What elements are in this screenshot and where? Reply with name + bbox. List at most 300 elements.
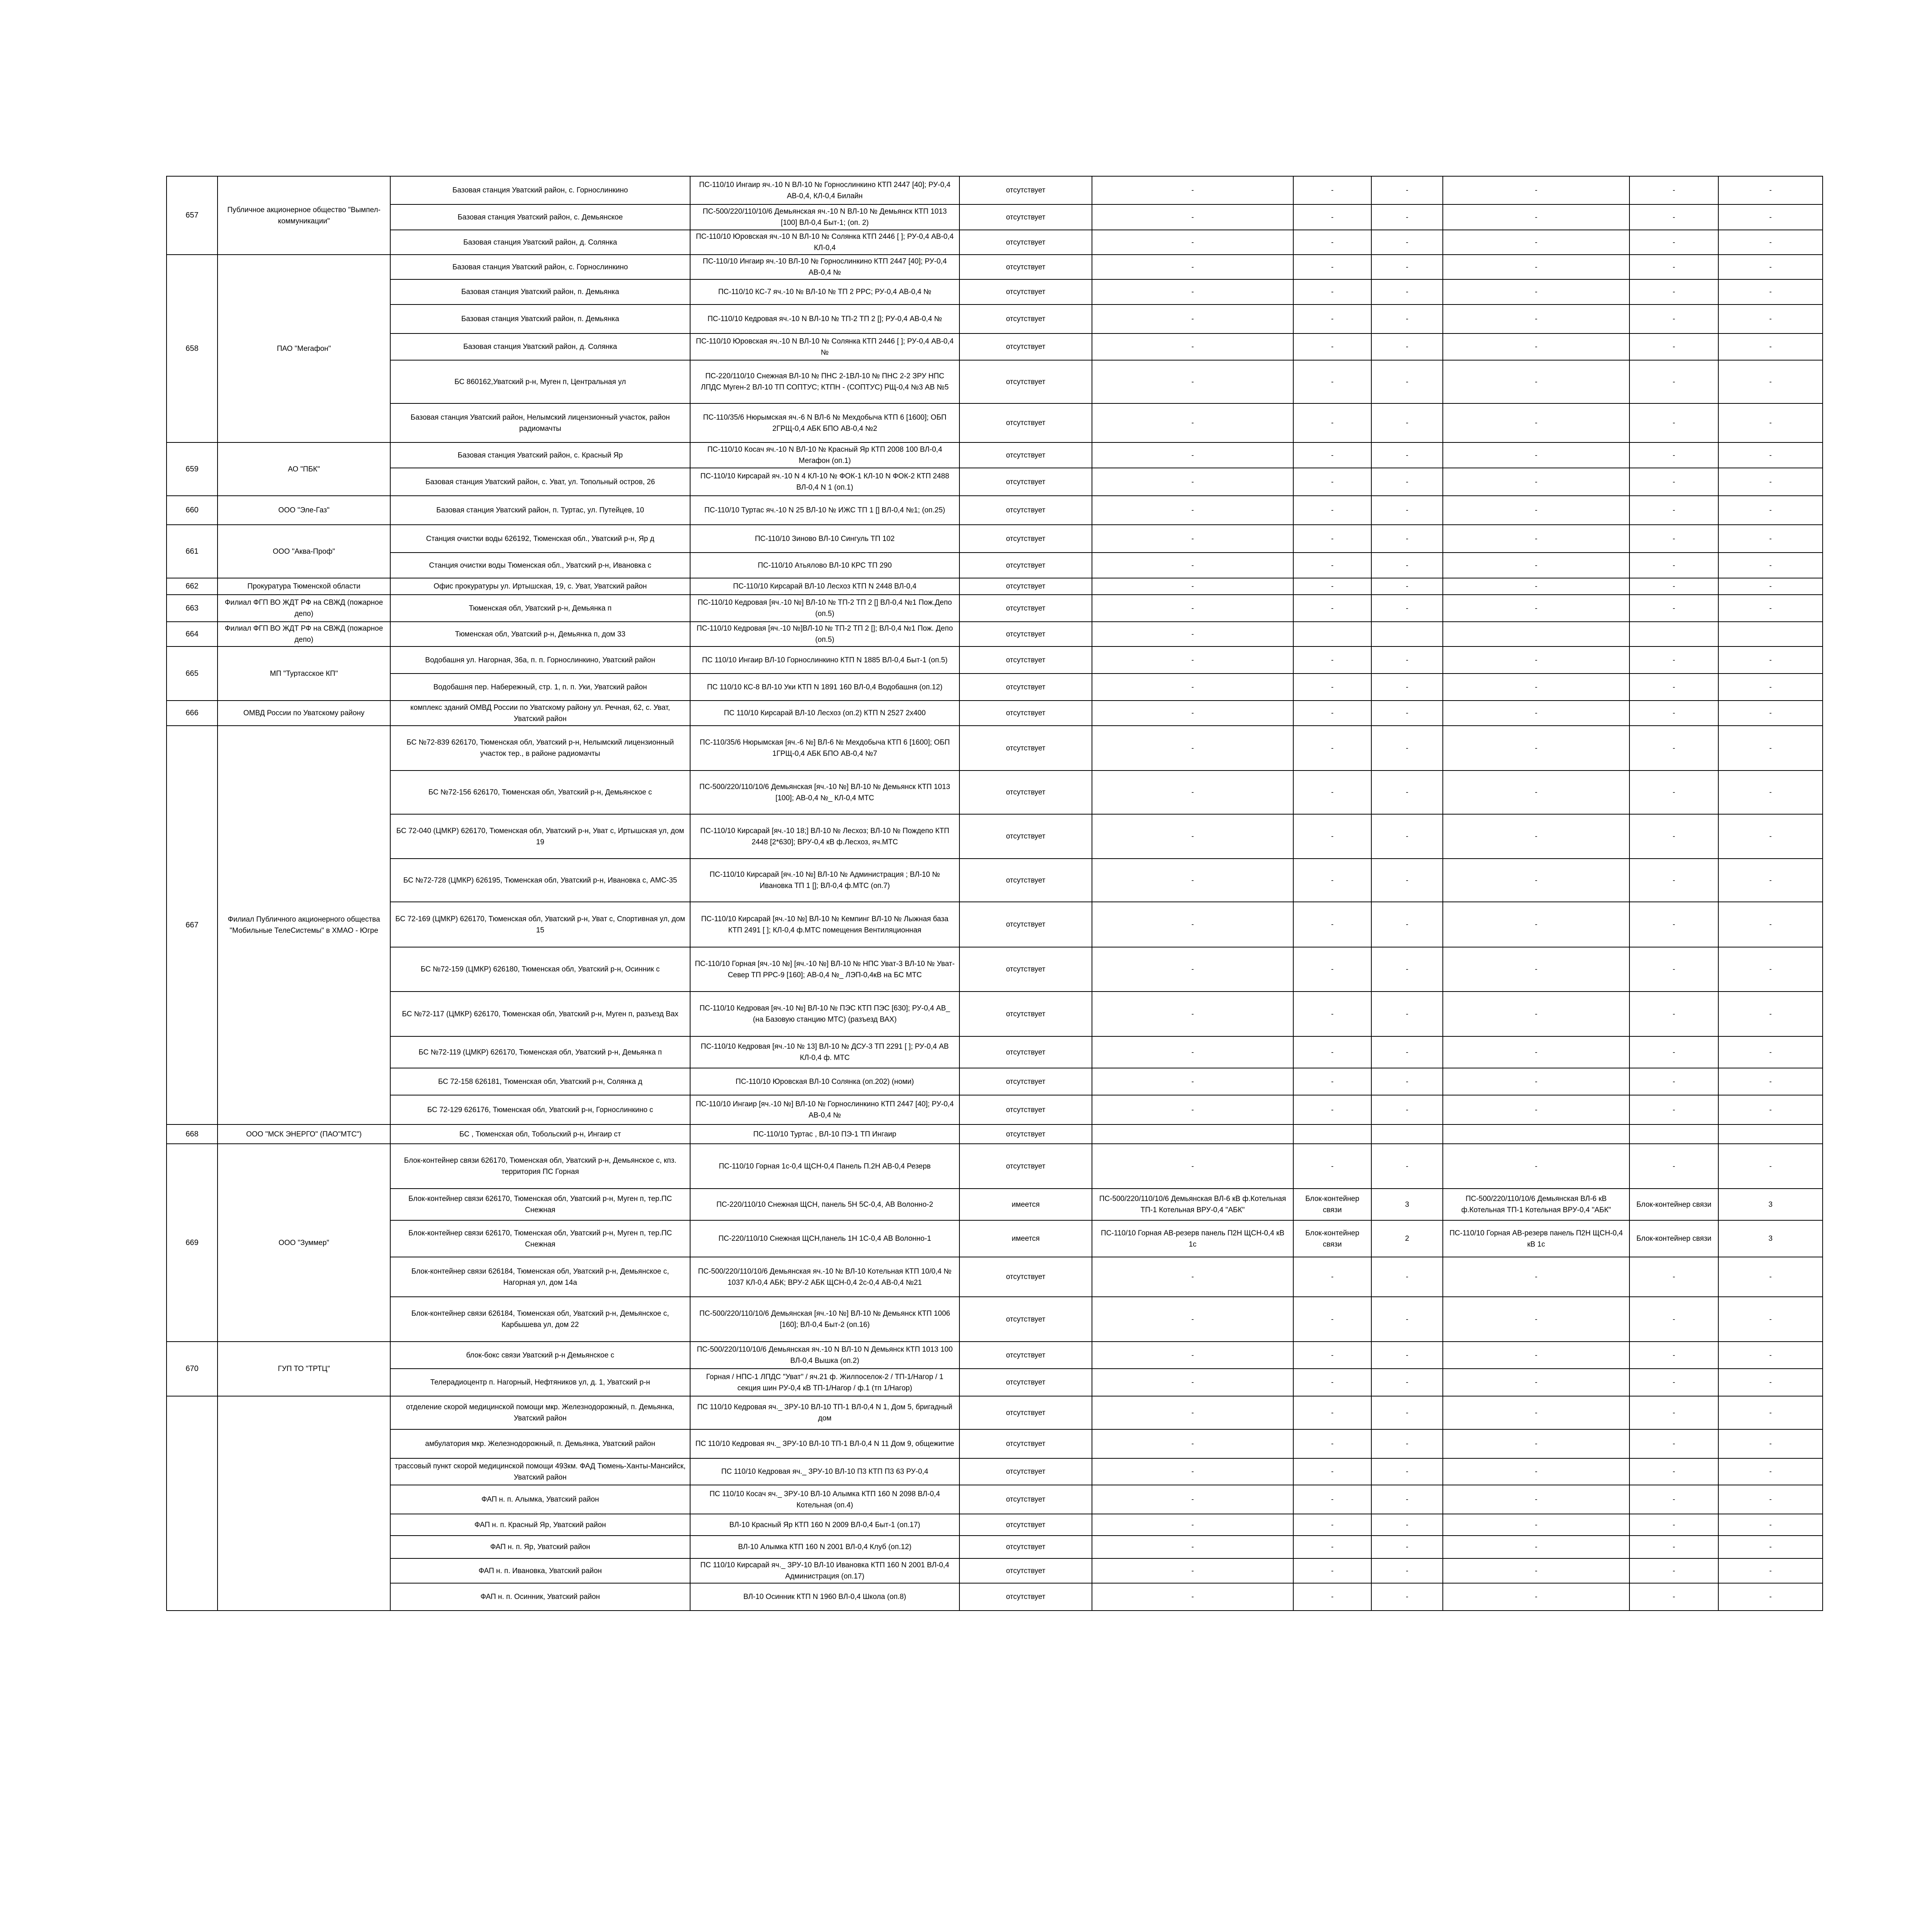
value-cell: - [1629,771,1718,814]
object-name: БС 72-040 (ЦМКР) 626170, Тюменская обл, Уватский р-н, Уват с, Иртышская ул, дом 19 [390,814,690,859]
value-cell: - [1293,674,1371,701]
value-cell: - [1629,442,1718,468]
value-cell: - [1092,1536,1293,1558]
value-cell: - [1629,468,1718,496]
value-cell: - [1443,1458,1629,1485]
table-row [167,902,1823,947]
object-name: Базовая станция Уватский район, п. Демьянка [390,304,690,333]
value-cell: - [1371,771,1443,814]
connection-point: ПС-110/10 Юровская ВЛ-10 Солянка (оп.202) (номи) [690,1068,959,1095]
connection-point: ПС-220/110/10 Снежная ВЛ-10 № ПНС 2-1ВЛ-10 № ПНС 2-2 ЗРУ НПС ЛПДС Муген-2 ВЛ-10 ТП СОПТУС; КТПН - (СОПТУС) РЩ-0,4 №3 АВ №5 [690,360,959,403]
value-cell: - [1629,553,1718,578]
connection-point: ПС-500/220/110/10/6 Демьянская яч.-10 N ВЛ-10 № Демьянск КТП 1013 [100] ВЛ-0,4 Быт-1; (оп. 2) [690,204,959,230]
organization-name: МП "Туртасское КП" [218,646,390,701]
value-cell: - [1443,204,1629,230]
value-cell: - [1092,468,1293,496]
value-cell: - [1371,1536,1443,1558]
value-cell: - [1092,622,1293,646]
value-cell: - [1092,578,1293,595]
value-cell: Блок-контейнер связи [1293,1189,1371,1220]
value-cell: - [1371,333,1443,360]
connection-point: ПС-110/10 Кедровая [яч.-10 №]ВЛ-10 № ТП-2 ТП 2 []; ВЛ-0,4 №1 Пож. Депо (оп.5) [690,622,959,646]
value-cell: - [1443,1297,1629,1342]
value-cell: - [1371,360,1443,403]
value-cell: - [1718,304,1823,333]
object-name: БС 72-169 (ЦМКР) 626170, Тюменская обл, Уватский р-н, Уват с, Спортивная ул, дом 15 [390,902,690,947]
value-cell: - [1371,726,1443,771]
value-cell: - [1443,333,1629,360]
value-cell: - [1371,1144,1443,1189]
value-cell: - [1443,1429,1629,1458]
table-row [167,1369,1823,1396]
value-cell: - [1718,595,1823,622]
value-cell [1629,622,1718,646]
availability-status: отсутствует [959,496,1092,525]
value-cell: - [1718,947,1823,992]
value-cell: - [1718,333,1823,360]
value-cell: - [1293,1583,1371,1611]
value-cell: - [1092,204,1293,230]
value-cell: - [1371,1257,1443,1297]
value-cell: - [1371,1485,1443,1514]
table-row [167,646,1823,674]
value-cell: - [1629,1068,1718,1095]
value-cell: - [1092,1095,1293,1124]
value-cell: - [1371,553,1443,578]
object-name: комплекс зданий ОМВД России по Уватскому району ул. Речная, 62, с. Уват, Уватский район [390,701,690,726]
table-row [167,553,1823,578]
value-cell [1718,622,1823,646]
value-cell: - [1718,1257,1823,1297]
value-cell: - [1629,578,1718,595]
value-cell: - [1629,255,1718,279]
object-name: Базовая станция Уватский район, Нелымский лицензионный участок, район радиомачты [390,403,690,442]
value-cell: - [1293,230,1371,255]
organization-name: ОМВД России по Уватскому району [218,701,390,726]
value-cell: - [1092,553,1293,578]
value-cell: - [1293,1536,1371,1558]
value-cell: - [1092,674,1293,701]
availability-status: отсутствует [959,230,1092,255]
object-name: Блок-контейнер связи 626184, Тюменская обл, Уватский р-н, Демьянское с, Нагорная ул, дом 14а [390,1257,690,1297]
object-name: Станция очистки воды 626192, Тюменская обл., Уватский р-н, Яр д [390,525,690,553]
value-cell: - [1629,992,1718,1036]
value-cell: - [1443,553,1629,578]
object-name: Тюменская обл, Уватский р-н, Демьянка п [390,595,690,622]
value-cell: - [1092,1583,1293,1611]
table-row [167,1458,1823,1485]
table-row [167,1297,1823,1342]
value-cell: - [1718,726,1823,771]
organization-name: ГУП ТО "ТРТЦ" [218,1342,390,1396]
connection-point: ПС-220/110/10 Снежная ЩСН,панель 1Н 1С-0,4 АВ Волонно-1 [690,1220,959,1257]
value-cell: - [1718,1369,1823,1396]
value-cell: - [1092,1144,1293,1189]
value-cell: - [1371,674,1443,701]
connection-point: ПС-110/35/6 Нюрымская [яч.-6 №] ВЛ-6 № Мехдобыча КТП 6 [1600]; ОБП 1ГРЩ-0,4 АБК БПО АВ-0,4 №7 [690,726,959,771]
table-row [167,701,1823,726]
connection-point: ВЛ-10 Осинник КТП N 1960 ВЛ-0,4 Школа (оп.8) [690,1583,959,1611]
table-row [167,1558,1823,1583]
value-cell: Блок-контейнер связи [1629,1189,1718,1220]
value-cell: - [1629,814,1718,859]
value-cell: - [1092,814,1293,859]
value-cell: - [1092,992,1293,1036]
value-cell: - [1293,403,1371,442]
object-name: БС №72-156 626170, Тюменская обл, Уватский р-н, Демьянское с [390,771,690,814]
connection-point: ПС-110/10 Кирсарай [яч.-10 №] ВЛ-10 № Администрация ; ВЛ-10 № Ивановка ТП 1 []; ВЛ-0,4 ф.МТС (оп.7) [690,859,959,902]
value-cell: - [1371,1036,1443,1068]
availability-status: отсутствует [959,1095,1092,1124]
object-name: Блок-контейнер связи 626170, Тюменская обл, Уватский р-н, Демьянское с, кпз. территория ПС Горная [390,1144,690,1189]
organization-name: Филиал ФГП ВО ЖДТ РФ на СВЖД (пожарное депо) [218,595,390,622]
object-name: БС 72-129 626176, Тюменская обл, Уватский р-н, Горнослинкино с [390,1095,690,1124]
value-cell: - [1092,646,1293,674]
object-name: БС , Тюменская обл, Тобольский р-н, Ингаир ст [390,1124,690,1144]
value-cell: - [1443,859,1629,902]
value-cell [1718,1124,1823,1144]
value-cell [1293,622,1371,646]
value-cell: - [1092,279,1293,304]
availability-status: отсутствует [959,947,1092,992]
value-cell: - [1092,525,1293,553]
value-cell: - [1092,333,1293,360]
value-cell: - [1443,255,1629,279]
value-cell: - [1443,360,1629,403]
value-cell: ПС-500/220/110/10/6 Демьянская ВЛ-6 кВ ф.Котельная ТП-1 Котельная ВРУ-0,4 "АБК" [1443,1189,1629,1220]
table-row [167,814,1823,859]
row-number: 668 [167,1124,218,1144]
value-cell: - [1718,701,1823,726]
availability-status: отсутствует [959,1514,1092,1536]
value-cell: - [1293,578,1371,595]
value-cell: - [1718,646,1823,674]
value-cell: - [1371,646,1443,674]
value-cell: 2 [1371,1220,1443,1257]
object-name: амбулатория мкр. Железнодорожный, п. Демьянка, Уватский район [390,1429,690,1458]
value-cell: - [1092,701,1293,726]
value-cell: - [1371,279,1443,304]
object-name: ФАП н. п. Осинник, Уватский район [390,1583,690,1611]
value-cell: - [1718,578,1823,595]
value-cell: - [1443,578,1629,595]
value-cell: - [1629,496,1718,525]
value-cell: - [1371,525,1443,553]
value-cell: - [1293,992,1371,1036]
value-cell: - [1443,646,1629,674]
connection-point: ПС-500/220/110/10/6 Демьянская яч.-10 N ВЛ-10 N Демьянск КТП 1013 100 ВЛ-0,4 Вышка (оп.2) [690,1342,959,1369]
object-name: Базовая станция Уватский район, д. Солянка [390,333,690,360]
value-cell: - [1443,525,1629,553]
value-cell: - [1371,578,1443,595]
value-cell: - [1092,255,1293,279]
value-cell: - [1371,1396,1443,1429]
value-cell: - [1629,1342,1718,1369]
table-row [167,333,1823,360]
availability-status: отсутствует [959,1144,1092,1189]
object-name: Базовая станция Уватский район, с. Демьянское [390,204,690,230]
value-cell: - [1371,1342,1443,1369]
organization-name: Прокуратура Тюменской области [218,578,390,595]
connection-point: ПС-110/10 Горная [яч.-10 №] [яч.-10 №] ВЛ-10 № НПС Уват-3 ВЛ-10 № Уват-Север ТП РРС-9 [160]; АВ-0,4 №_ ЛЭП-0,4кВ на БС МТС [690,947,959,992]
value-cell: - [1718,1144,1823,1189]
value-cell: - [1293,1297,1371,1342]
connection-point: ПС-110/10 Туртас , ВЛ-10 ПЭ-1 ТП Ингаир [690,1124,959,1144]
availability-status: имеется [959,1189,1092,1220]
value-cell: - [1371,595,1443,622]
value-cell: - [1443,1536,1629,1558]
value-cell: 3 [1718,1220,1823,1257]
table-row [167,1257,1823,1297]
object-name: ФАП н. п. Ивановка, Уватский район [390,1558,690,1583]
value-cell: - [1629,646,1718,674]
value-cell: - [1371,304,1443,333]
object-name: Водобашня ул. Нагорная, 36а, п. п. Горнослинкино, Уватский район [390,646,690,674]
availability-status: отсутствует [959,1342,1092,1369]
value-cell: ПС-500/220/110/10/6 Демьянская ВЛ-6 кВ ф.Котельная ТП-1 Котельная ВРУ-0,4 "АБК" [1092,1189,1293,1220]
value-cell: - [1443,403,1629,442]
connection-point: ПС-110/10 Атьялово ВЛ-10 КРС ТП 290 [690,553,959,578]
value-cell: - [1293,1396,1371,1429]
availability-status: отсутствует [959,1036,1092,1068]
value-cell: - [1443,1257,1629,1297]
availability-status: отсутствует [959,1485,1092,1514]
object-name: БС 860162,Уватский р-н, Муген п, Центральная ул [390,360,690,403]
value-cell: - [1718,525,1823,553]
object-name: блок-бокс связи Уватский р-н Демьянское с [390,1342,690,1369]
availability-status: отсутствует [959,902,1092,947]
value-cell: - [1629,204,1718,230]
value-cell: - [1718,403,1823,442]
value-cell: - [1629,1144,1718,1189]
value-cell: - [1443,1144,1629,1189]
availability-status: отсутствует [959,204,1092,230]
availability-status: отсутствует [959,1257,1092,1297]
value-cell: - [1718,1514,1823,1536]
value-cell: ПС-110/10 Горная АВ-резерв панель П2Н ЩСН-0,4 кВ 1с [1092,1220,1293,1257]
value-cell: - [1443,771,1629,814]
availability-status: имеется [959,1220,1092,1257]
value-cell: - [1293,1514,1371,1536]
objects-table [166,176,1823,1611]
connection-point: Горная / НПС-1 ЛПДС "Уват" / яч.21 ф. Жилпоселок-2 / ТП-1/Нагор / 1 секция шин РУ-0,4 кВ ТП-1/Нагор / ф.1 (тп 1/Нагор) [690,1369,959,1396]
object-name: Блок-контейнер связи 626184, Тюменская обл, Уватский р-н, Демьянское с, Карбышева ул, дом 22 [390,1297,690,1342]
connection-point: ПС-110/10 Зиново ВЛ-10 Сингуль ТП 102 [690,525,959,553]
object-name: Базовая станция Уватский район, п. Туртас, ул. Путейцев, 10 [390,496,690,525]
value-cell: - [1629,701,1718,726]
value-cell: - [1718,176,1823,204]
value-cell: - [1629,859,1718,902]
value-cell: - [1443,1558,1629,1583]
value-cell: - [1293,1485,1371,1514]
value-cell: - [1443,1095,1629,1124]
value-cell: - [1443,1369,1629,1396]
organization-name: ООО "Зуммер" [218,1144,390,1342]
value-cell: - [1629,403,1718,442]
value-cell: - [1092,1342,1293,1369]
availability-status: отсутствует [959,726,1092,771]
availability-status: отсутствует [959,279,1092,304]
value-cell: - [1629,1396,1718,1429]
value-cell: - [1293,771,1371,814]
table-row [167,1429,1823,1458]
object-name: Станция очистки воды Тюменская обл., Уватский р-н, Ивановка с [390,553,690,578]
table-row [167,525,1823,553]
value-cell: - [1293,1458,1371,1485]
value-cell: - [1293,360,1371,403]
value-cell: - [1371,255,1443,279]
value-cell: - [1293,304,1371,333]
value-cell: - [1718,902,1823,947]
availability-status: отсутствует [959,992,1092,1036]
value-cell: - [1371,176,1443,204]
value-cell: - [1443,279,1629,304]
value-cell: - [1371,814,1443,859]
row-number [167,1396,218,1611]
organization-name: ООО "МСК ЭНЕРГО" (ПАО"МТС") [218,1124,390,1144]
connection-point: ПС 110/10 Кедровая яч._ ЗРУ-10 ВЛ-10 П3 КТП П3 63 РУ-0,4 [690,1458,959,1485]
value-cell: - [1293,1342,1371,1369]
value-cell: - [1293,1429,1371,1458]
connection-point: ВЛ-10 Красный Яр КТП 160 N 2009 ВЛ-0,4 Быт-1 (оп.17) [690,1514,959,1536]
value-cell: - [1293,442,1371,468]
table-row [167,1536,1823,1558]
value-cell: - [1629,1583,1718,1611]
object-name: Блок-контейнер связи 626170, Тюменская обл, Уватский р-н, Муген п, тер.ПС Снежная [390,1220,690,1257]
value-cell: - [1629,279,1718,304]
value-cell: - [1718,1536,1823,1558]
value-cell: - [1371,947,1443,992]
value-cell: - [1293,1095,1371,1124]
connection-point: ПС-500/220/110/10/6 Демьянская [яч.-10 №] ВЛ-10 № Демьянск КТП 1006 [160]; ВЛ-0,4 Быт-2 (оп.16) [690,1297,959,1342]
row-number: 659 [167,442,218,496]
availability-status: отсутствует [959,1458,1092,1485]
row-number: 657 [167,176,218,255]
connection-point: ПС 110/10 Кирсарай ВЛ-10 Лесхоз (оп.2) КТП N 2527 2х400 [690,701,959,726]
table-row [167,674,1823,701]
connection-point: ПС-500/220/110/10/6 Демьянская [яч.-10 №] ВЛ-10 № Демьянск КТП 1013 [100]; АВ-0,4 №_ КЛ-0,4 МТС [690,771,959,814]
value-cell: - [1629,1095,1718,1124]
value-cell: - [1293,1068,1371,1095]
availability-status: отсутствует [959,595,1092,622]
row-number: 665 [167,646,218,701]
connection-point: ПС 110/10 Кедровая яч._ ЗРУ-10 ВЛ-10 ТП-1 ВЛ-0,4 N 1, Дом 5, бригадный дом [690,1396,959,1429]
value-cell: - [1371,1429,1443,1458]
object-name: БС №72-159 (ЦМКР) 626180, Тюменская обл, Уватский р-н, Осинник с [390,947,690,992]
object-name: отделение скорой медицинской помощи мкр. Железнодорожный, п. Демьянка, Уватский район [390,1396,690,1429]
value-cell: - [1371,701,1443,726]
connection-point: ПС-110/10 Ингаир яч.-10 N ВЛ-10 № Горнослинкино КТП 2447 [40]; РУ-0,4 АВ-0,4, КЛ-0,4 Билайн [690,176,959,204]
value-cell: - [1092,360,1293,403]
value-cell: - [1092,947,1293,992]
table-row [167,1342,1823,1369]
value-cell: - [1293,279,1371,304]
value-cell: - [1293,1369,1371,1396]
value-cell: - [1092,771,1293,814]
value-cell: - [1371,1095,1443,1124]
value-cell: - [1443,230,1629,255]
value-cell: - [1371,1369,1443,1396]
value-cell: - [1293,255,1371,279]
availability-status: отсутствует [959,701,1092,726]
object-name: БС №72-728 (ЦМКР) 626195, Тюменская обл, Уватский р-н, Ивановка с, АМС-35 [390,859,690,902]
table-row [167,255,1823,279]
table-row [167,1095,1823,1124]
value-cell: - [1629,1485,1718,1514]
value-cell: - [1293,595,1371,622]
value-cell: - [1443,726,1629,771]
value-cell: - [1718,1068,1823,1095]
availability-status: отсутствует [959,525,1092,553]
value-cell: - [1293,1257,1371,1297]
value-cell: - [1443,595,1629,622]
connection-point: ПС-110/10 Кирсарай [яч.-10 №] ВЛ-10 № Кемпинг ВЛ-10 № Лыжная база КТП 2491 [ ]; КЛ-0,4 ф.МТС помещения Вентиляционная [690,902,959,947]
value-cell: - [1443,496,1629,525]
value-cell: - [1293,902,1371,947]
table-row [167,1068,1823,1095]
organization-name: Публичное акционерное общество "Вымпел-коммуникации" [218,176,390,255]
value-cell: - [1718,992,1823,1036]
value-cell: - [1443,701,1629,726]
value-cell: - [1092,1068,1293,1095]
availability-status: отсутствует [959,255,1092,279]
table-row [167,992,1823,1036]
value-cell: - [1443,1485,1629,1514]
value-cell: - [1371,496,1443,525]
value-cell: - [1718,496,1823,525]
value-cell: - [1718,1458,1823,1485]
value-cell: - [1371,1068,1443,1095]
object-name: БС 72-158 626181, Тюменская обл, Уватский р-н, Солянка д [390,1068,690,1095]
value-cell: - [1293,947,1371,992]
table-row [167,360,1823,403]
table-row [167,578,1823,595]
row-number: 661 [167,525,218,578]
object-name: Базовая станция Уватский район, с. Красный Яр [390,442,690,468]
connection-point: ПС-110/10 Ингаир яч.-10 ВЛ-10 № Горнослинкино КТП 2447 [40]; РУ-0,4 АВ-0,4 № [690,255,959,279]
connection-point: ПС 110/10 Кирсарай яч._ ЗРУ-10 ВЛ-10 Ивановка КТП 160 N 2001 ВЛ-0,4 Администрация (оп.17) [690,1558,959,1583]
table-row [167,176,1823,204]
value-cell: - [1629,726,1718,771]
value-cell: - [1718,814,1823,859]
value-cell: - [1371,204,1443,230]
table-row [167,1220,1823,1257]
value-cell [1092,1124,1293,1144]
value-cell: - [1629,595,1718,622]
availability-status: отсутствует [959,674,1092,701]
table-row [167,1144,1823,1189]
row-number: 660 [167,496,218,525]
organization-name: ООО "Эле-Газ" [218,496,390,525]
value-cell: - [1443,814,1629,859]
table-row [167,442,1823,468]
connection-point: ПС-110/10 Юровская яч.-10 N ВЛ-10 № Солянка КТП 2446 [ ]; РУ-0,4 АВ-0,4 КЛ-0,4 [690,230,959,255]
value-cell: 3 [1718,1189,1823,1220]
table-row [167,279,1823,304]
value-cell: - [1371,992,1443,1036]
value-cell: - [1629,1369,1718,1396]
value-cell: - [1092,1429,1293,1458]
row-number: 664 [167,622,218,646]
value-cell: - [1092,1396,1293,1429]
value-cell: - [1629,1458,1718,1485]
object-name: ФАП н. п. Красный Яр, Уватский район [390,1514,690,1536]
table-row [167,1514,1823,1536]
connection-point: ПС-110/10 Кирсарай [яч.-10 18;] ВЛ-10 № Лесхоз; ВЛ-10 № Пождепо КТП 2448 [2*630]; ВРУ-0,4 кВ ф.Лесхоз, яч.МТС [690,814,959,859]
value-cell: - [1718,1095,1823,1124]
value-cell: - [1629,1429,1718,1458]
value-cell: - [1293,496,1371,525]
